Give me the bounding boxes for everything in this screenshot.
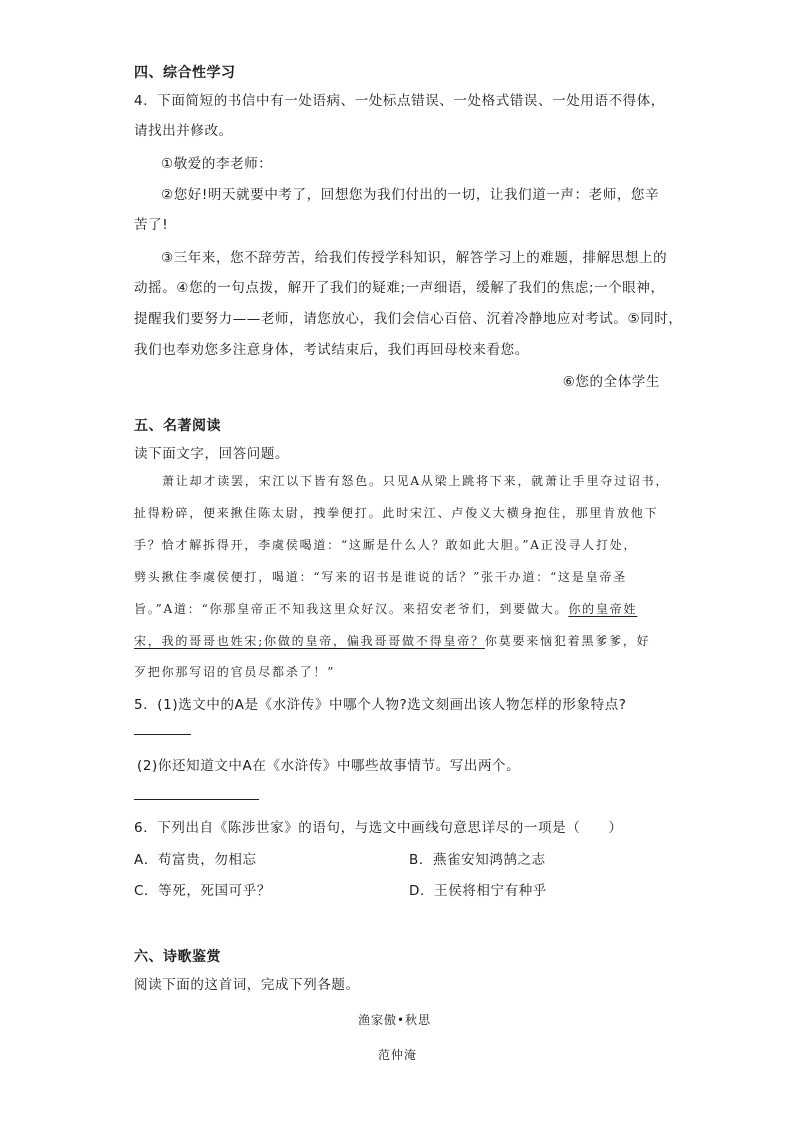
letter-paragraph-3-line3: 提醒我们要努力——老师，请您放心，我们会信心百倍、沉着冷静地应对考试。⑤同时，: [134, 311, 683, 327]
underlined-sentence-part-2: 宋，我的哥哥也姓宋;你做的皇帝，: [134, 634, 347, 648]
underlined-sentence-part-3: 偏我哥哥做不得皇帝？: [346, 634, 485, 648]
question-5-2: (2)你还知道文中A在《水浒传》中哪些故事情节。写出两个。: [137, 758, 521, 774]
passage-line-6: [134, 632, 650, 649]
poem-title: 渔家傲•秋思: [358, 1013, 432, 1027]
letter-paragraph-3-line4: 我们也奉劝您多注意身体，考试结束后，我们再回母校来看您。: [134, 342, 529, 358]
underlined-sentence-part-1: 你的皇帝姓: [568, 602, 638, 616]
passage-line-6-text: 你莫要来恼犯着黑爹爹，好: [484, 634, 651, 648]
letter-greeting: ①敬爱的李老师：: [161, 156, 273, 172]
letter-paragraph-3-line2: 动摇。④您的一句点拨，解开了我们的疑难;一声细语，缓解了我们的焦虑;一个眼神，: [134, 280, 665, 296]
option-c[interactable]: C．等死，死国可乎？: [134, 883, 271, 899]
poem-author: 范仲淹: [378, 1048, 418, 1062]
section-heading-6: 六、诗歌鉴赏: [134, 949, 221, 965]
passage-line-1: 萧让却才读罢，宋江以下皆有怒色。只见A从梁上跳将下来，就萧让手里夺过诏书，: [162, 474, 670, 488]
answer-line-5-2[interactable]: [134, 799, 259, 800]
letter-paragraph-3: ③三年来，您不辞劳苦，给我们传授学科知识，解答学习上的难题，排解思想上的: [161, 250, 668, 266]
option-d[interactable]: D．王侯将相宁有种乎: [409, 883, 547, 899]
question-4-text: 4．下面简短的书信中有一处语病、一处标点错误、一处格式错误、一处用语不得体，: [134, 93, 665, 109]
section-heading-5: 五、名著阅读: [134, 418, 221, 434]
letter-paragraph-2-cont: 苦了!: [134, 217, 169, 233]
letter-paragraph-2: ②您好!明天就要中考了，回想您为我们付出的一切，让我们道一声：老师，您辛: [161, 187, 660, 203]
answer-line-5-1[interactable]: [134, 734, 191, 735]
question-5-1: 5．(1)选文中的A是《水浒传》中哪个人物?选文刻画出该人物怎样的形象特点?: [134, 697, 627, 713]
passage-line-7: 歹把你那写诏的官员尽都杀了！”: [134, 665, 336, 679]
passage-line-5: [134, 600, 637, 617]
question-4-text-cont: 请找出并修改。: [134, 123, 233, 139]
letter-signature: ⑥您的全体学生: [562, 374, 660, 390]
option-b[interactable]: B．燕雀安知鸿鹄之志: [409, 852, 546, 868]
section-heading-4: 四、综合性学习: [134, 65, 236, 81]
section-5-intro: 读下面文字，回答问题。: [134, 446, 290, 462]
question-6: 6．下列出自《陈涉世家》的语句，与选文中画线句意思详尽的一项是（ ）: [134, 820, 623, 836]
passage-line-4: 劈头揪住李虞侯便打，喝道：“写来的诏书是谁说的话？”张干办道：“这是皇帝圣: [134, 570, 628, 584]
passage-line-5-text: 旨。”A道：“你那皇帝正不知我这里众好汉。来招安老爷们，到要做大。: [134, 602, 569, 616]
option-a[interactable]: A．苟富贵，勿相忘: [134, 852, 257, 868]
passage-line-3: 手？恰才解拆得开，李虞侯喝道：“这厮是什么人？敢如此大胆。”A正没寻人打处，: [134, 538, 638, 552]
section-6-intro: 阅读下面的这首词，完成下列各题。: [134, 977, 360, 993]
passage-line-2: 扯得粉碎，便来揪住陈太尉，拽拳便打。此时宋江、卢俊义大横身抱住，那里肯放他下: [134, 506, 659, 520]
